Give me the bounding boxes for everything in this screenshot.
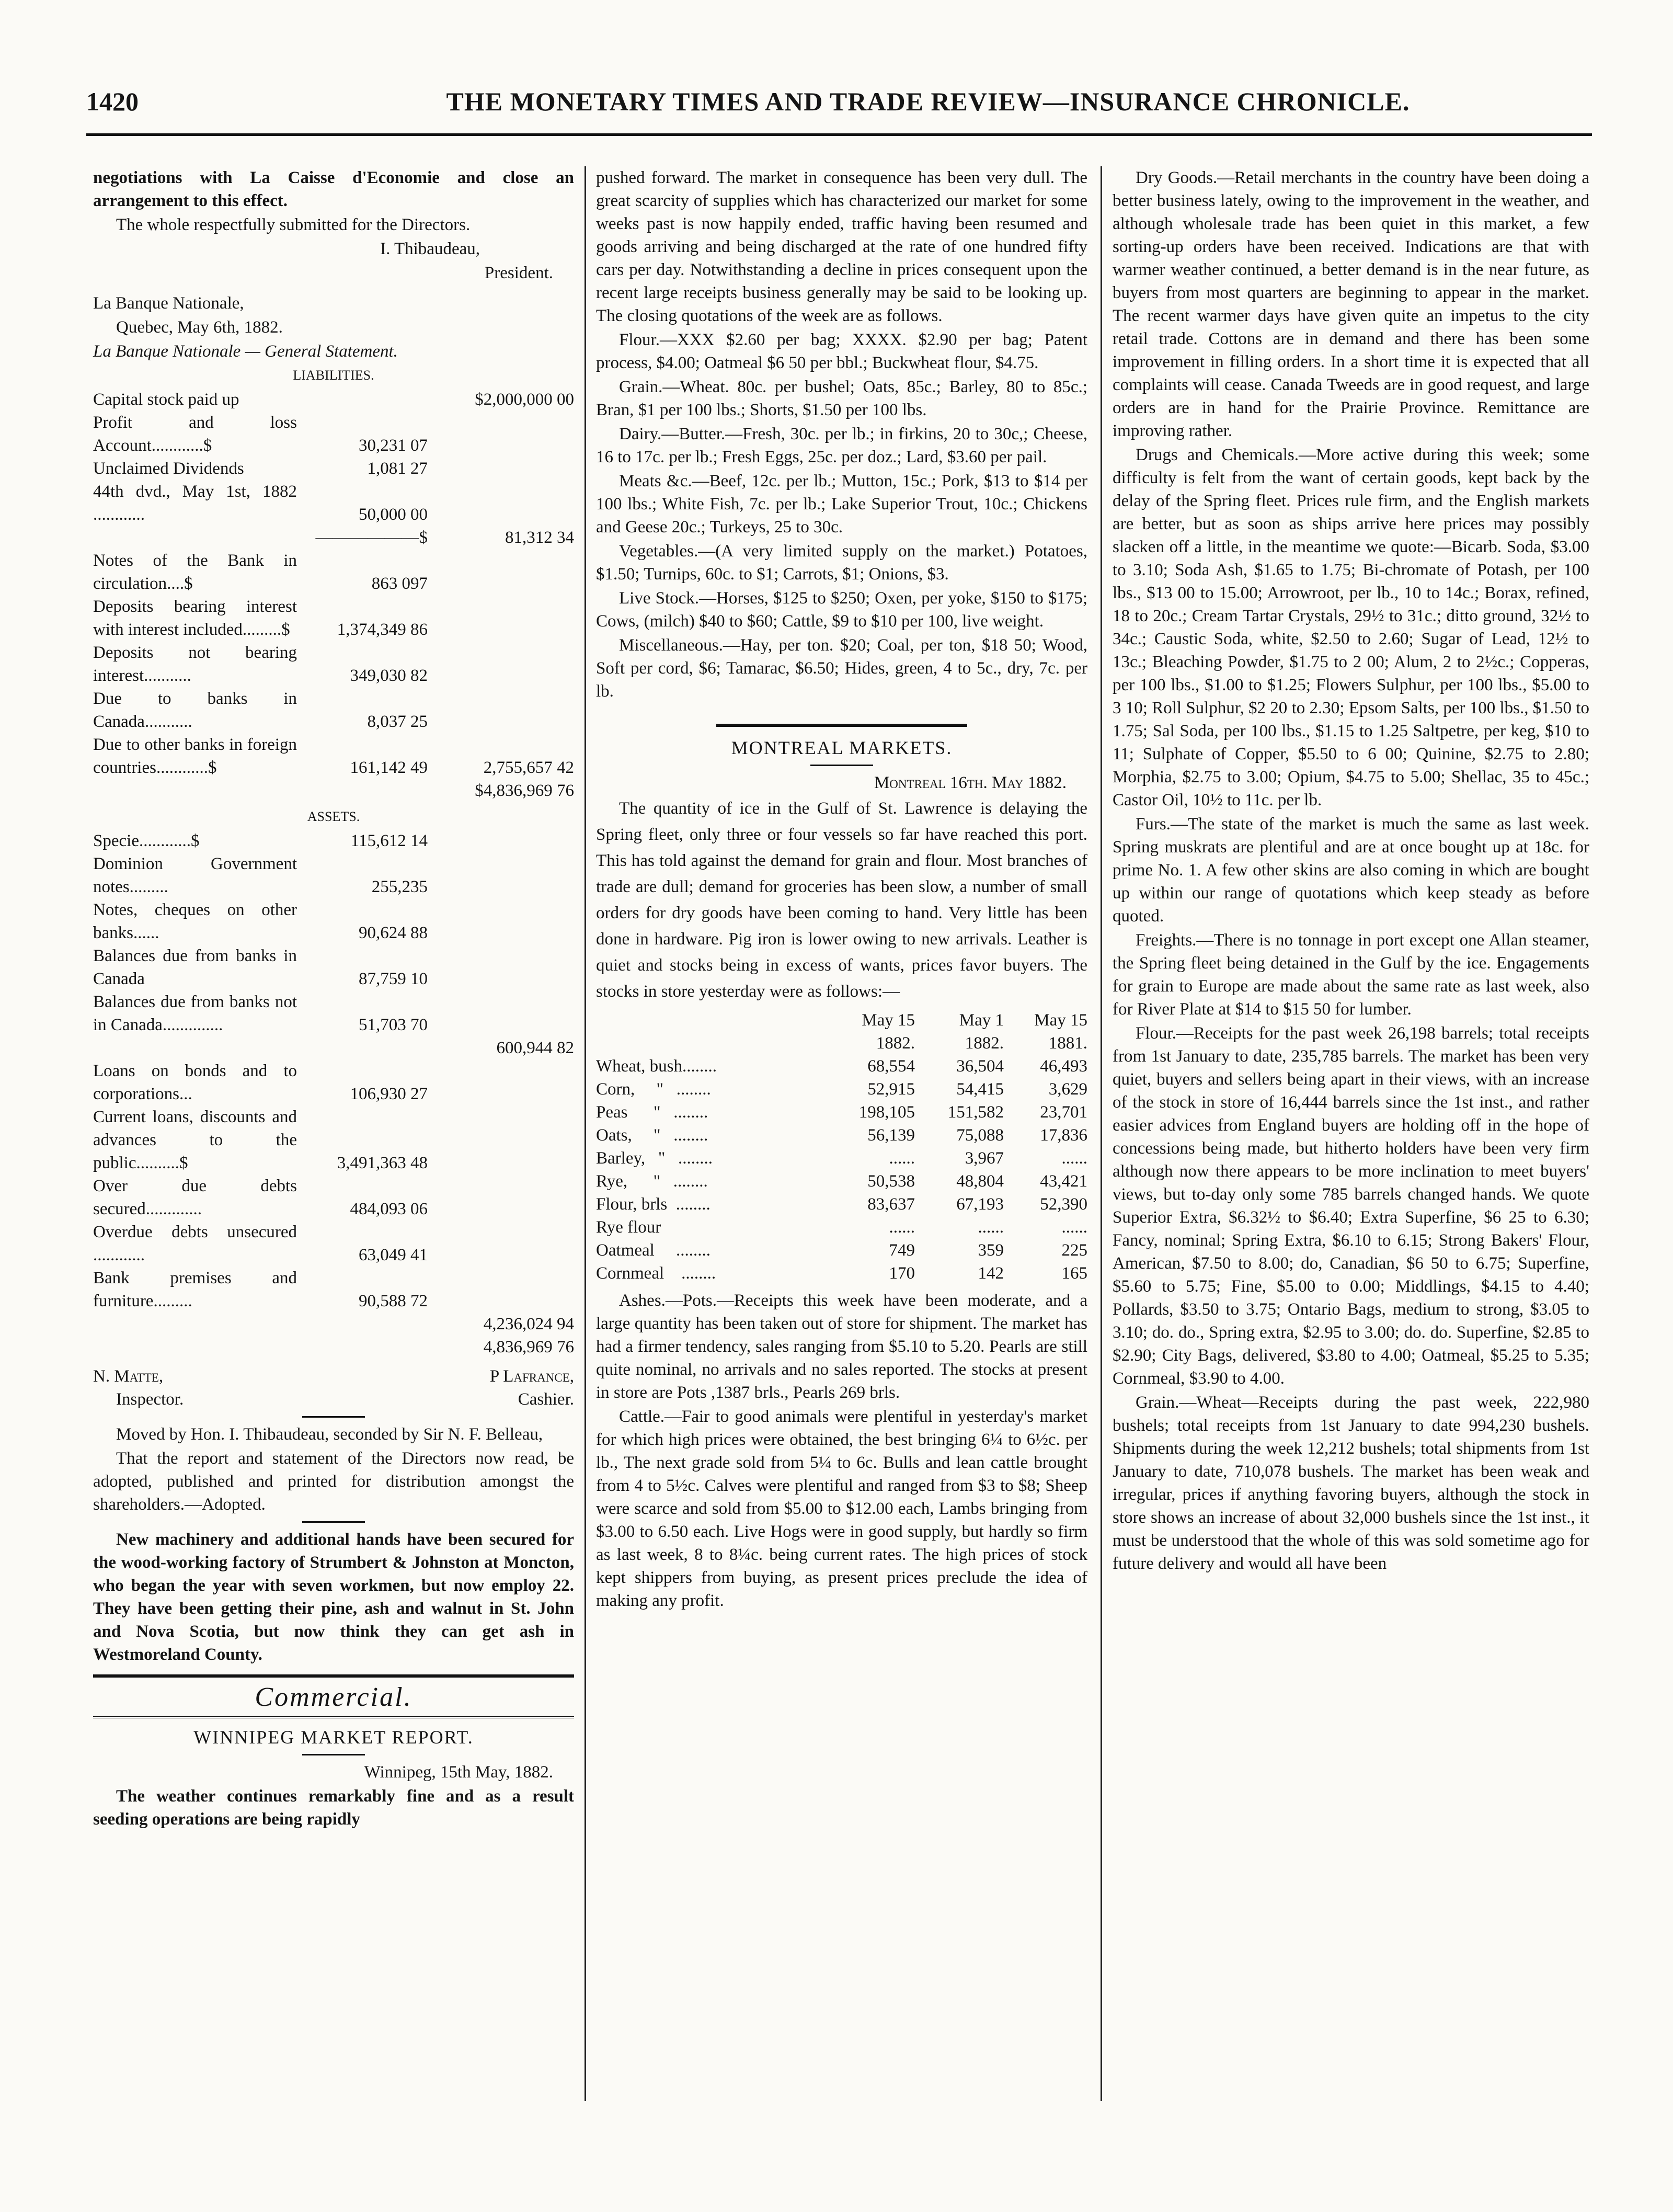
stocks-value: 3,967 bbox=[965, 1149, 1004, 1168]
flour-paragraph: Flour.—Receipts for the past week 26,198 barrels; total receipts from 1st January to date, 235,785 barrels. The market has been very quiet, buyers and sellers being apart in their views, with an increase of the stock in store of 16,444 barrels since the 1st inst., and rather easier advices from England buyers are holding off in the hope of concessions being made, but hitherto holders have been very firm although now there appears to be more inclination to meet buyers' views, but to-day only some 785 barrels changed hands. We quote Superior Extra, $6.32½ to $6.40; Extra Superfine, $6 25 to 6.30; Fancy, nominal; Spring Extra, $6.10 to 6.15; Strong Bakers' Flour, American, $7.50 to 8.00; do, Canadian, $6 50 to 6.75; Superfine, $5.60 to 5.75; Fine, $5.00 to 0.00; Middlings, $4.15 to 4.40; Pollards, $3.50 to 3.75; Ontario Bags, medium to strong, $3.05 to 3.10; do. do., Spring extra, $2.95 to 3.00; do. do. Superfine, $2.85 to $2.90; City Bags, delivered, $3.80 to 4.00; Oatmeal, $5.25 to 5.35; Cornmeal, $3.90 to 4.00. bbox=[1113, 1024, 1589, 1388]
resolution-paragraph: That the report and statement of the Directors now read, be adopted, published and printed for distribution amongst the shareholders.—Adopted. bbox=[93, 1449, 574, 1514]
assets-row bbox=[93, 1175, 574, 1221]
freights-paragraph: Freights.—There is no tonnage in port except one Allan steamer, the Spring fleet being detained in the Gulf by the ice. Engagements for grain to Europe are made about the same rate as last week, also for River Plate at $14 to $15 50 for lumber. bbox=[1113, 931, 1589, 1019]
moved-paragraph: Moved by Hon. I. Thibaudeau, seconded by Sir N. F. Belleau, bbox=[116, 1425, 543, 1444]
assets-total bbox=[428, 1221, 574, 1267]
assets-total: 4,836,969 76 bbox=[483, 1338, 574, 1356]
liabilities-amount: ——————$ bbox=[315, 528, 428, 547]
assets-label: Balances due from banks not in Canada.............. bbox=[93, 993, 297, 1034]
assets-amount: 106,930 27 bbox=[350, 1085, 428, 1103]
winnipeg-heading: WINNIPEG MARKET REPORT. bbox=[193, 1727, 474, 1748]
assets-label: Loans on bonds and to corporations... bbox=[93, 1062, 297, 1103]
stocks-value: ...... bbox=[978, 1218, 1004, 1237]
assets-row bbox=[93, 1036, 574, 1059]
column-divider-2 bbox=[1101, 166, 1102, 2101]
assets-amount bbox=[297, 1313, 428, 1336]
stocks-row bbox=[596, 1124, 1087, 1147]
assets-row bbox=[93, 1221, 574, 1267]
statement-title: La Banque Nationale — General Statement. bbox=[93, 342, 398, 361]
stocks-value: 3,629 bbox=[1048, 1080, 1087, 1099]
stocks-value: 142 bbox=[978, 1264, 1004, 1283]
stocks-value: 749 bbox=[889, 1241, 915, 1260]
stocks-value: 68,554 bbox=[867, 1057, 915, 1076]
assets-total: 600,944 82 bbox=[496, 1039, 574, 1057]
montreal-date: Montreal 16th. May 1882. bbox=[874, 773, 1067, 792]
winnipeg-date: Winnipeg, 15th May, 1882. bbox=[364, 1763, 553, 1782]
inspector-title: Inspector. bbox=[116, 1390, 184, 1409]
assets-heading: ASSETS. bbox=[307, 809, 360, 824]
section-rule bbox=[93, 1674, 574, 1678]
stocks-commodity: Rye flour bbox=[596, 1218, 661, 1237]
winnipeg-grain: Grain.—Wheat. 80c. per bushel; Oats, 85c.; Barley, 80 to 85c.; Bran, $1 per 100 lbs.; Shorts, $1.50 per 100 lbs. bbox=[596, 378, 1087, 419]
stocks-value: 67,193 bbox=[956, 1195, 1004, 1214]
liabilities-label: Notes of the Bank in circulation....$ bbox=[93, 551, 297, 593]
assets-amount bbox=[297, 1036, 428, 1059]
stocks-value: ...... bbox=[889, 1218, 915, 1237]
stocks-commodity: Cornmeal ........ bbox=[596, 1264, 716, 1283]
liabilities-total: 81,312 34 bbox=[505, 528, 574, 547]
liabilities-row bbox=[93, 595, 574, 641]
montreal-heading: MONTREAL MARKETS. bbox=[731, 737, 953, 758]
stocks-value: 75,088 bbox=[956, 1126, 1004, 1145]
assets-label: Specie............$ bbox=[93, 831, 200, 850]
liabilities-label: Profit and loss Account............$ bbox=[93, 413, 297, 455]
stocks-row bbox=[596, 1055, 1087, 1078]
liabilities-amount: 50,000 00 bbox=[359, 505, 428, 524]
stocks-table bbox=[596, 1009, 1087, 1285]
liabilities-label bbox=[93, 779, 297, 802]
liabilities-total bbox=[428, 595, 574, 641]
assets-total bbox=[428, 1175, 574, 1221]
stocks-column-year: 1882. bbox=[876, 1034, 915, 1053]
grain-paragraph: Grain.—Wheat—Receipts during the past week, 222,980 bushels; total receipts from 1st January to date 994,230 bushels. Shipments during the week 12,212 bushels; total shipments from 1st January to date, 710,078 bushels. The market has been weak and irregular, prices if anything favoring buyers, although the stock in store shows an increase of about 32,000 bushels since the 1st inst., it must be understood that the whole of this was sold sometime ago for future delivery and would all have been bbox=[1113, 1393, 1589, 1573]
ashes-paragraph: Ashes.—Pots.—Receipts this week have been moderate, and a large quantity has been taken out of store for shipment. The market has had a firmer tendency, sales ranging from $5.10 to 5.20. Pearls are still quite nominal, no arrivals and no sales reported. The stocks at present in store are Pots ,1387 brls., Pearls 269 brls. bbox=[596, 1291, 1087, 1402]
liabilities-amount: 349,030 82 bbox=[350, 666, 428, 685]
liabilities-row bbox=[93, 526, 574, 549]
assets-amount: 63,049 41 bbox=[359, 1246, 428, 1264]
stocks-row bbox=[596, 1078, 1087, 1101]
cattle-paragraph: Cattle.—Fair to good animals were plentiful in yesterday's market for which high prices were obtained, the best bringing 6¼ to 6½c. per lb., The next grade sold from 5¼ to 6c. Bulls and lean cattle brought from 4 to 5½c. Calves were plentiful and ranged from $3 to $8; Sheep were scarce and sold from $5.00 to $12.00 each, Lambs bringing from $3.00 to 6.50 each. Live Hogs were in good supply, but hardly so firm as last week, 8 to 8¼c. being current rates. The high prices of stock kept shippers from buying, as present prices preclude the idea of making any profit. bbox=[596, 1407, 1087, 1610]
stocks-value: 225 bbox=[1061, 1241, 1087, 1260]
winnipeg-flour: Flour.—XXX $2.60 per bag; XXXX. $2.90 per bag; Patent process, $4.00; Oatmeal $6 50 per bbl.; Buckwheat flour, $4.75. bbox=[596, 330, 1087, 372]
stocks-value: 43,421 bbox=[1040, 1172, 1087, 1191]
liabilities-row bbox=[93, 687, 574, 733]
signer-title: President. bbox=[484, 264, 553, 282]
assets-row bbox=[93, 1313, 574, 1336]
stocks-row bbox=[596, 1101, 1087, 1124]
dry-goods-paragraph: Dry Goods.—Retail merchants in the country have been doing a better business lately, owing to the improvement in the weather, and although wholesale trade has been quiet in this market, a few sorting-up orders have been received. Indications are that with warmer weather continued, a better demand is in the near future, as buyers from most quarters are beginning to appear in the market. The recent warmer days have given quite an impetus to the city retail trade. Cottons are in demand and there has been some improvement in filling orders. In a short time it is expected that all complaints will cease. Canada Tweeds are in good request, and large orders are in hand for the Prairie Province. Remittance are improving rather. bbox=[1113, 168, 1589, 440]
assets-row bbox=[93, 1267, 574, 1313]
stocks-column-header bbox=[596, 1009, 826, 1032]
assets-amount: 90,588 72 bbox=[359, 1292, 428, 1310]
stocks-value: 198,105 bbox=[858, 1103, 915, 1122]
liabilities-total: $4,836,969 76 bbox=[475, 781, 574, 800]
assets-label: Notes, cheques on other banks...... bbox=[93, 900, 297, 942]
stocks-commodity: Flour, brls ........ bbox=[596, 1195, 711, 1214]
assets-total bbox=[428, 829, 574, 852]
liabilities-total bbox=[428, 480, 574, 526]
stocks-value: 56,139 bbox=[867, 1126, 915, 1145]
stocks-value: ...... bbox=[1061, 1149, 1087, 1168]
short-rule-4 bbox=[810, 765, 873, 766]
liabilities-label: Due to banks in Canada........... bbox=[93, 689, 297, 731]
assets-label: Overdue debts unsecured ............ bbox=[93, 1223, 297, 1264]
winnipeg-dairy: Dairy.—Butter.—Fresh, 30c. per lb.; in firkins, 20 to 30c,; Cheese, 16 to 17c. per lb.; Fresh Eggs, 25c. per doz.; Lard, $3.60 per pail. bbox=[596, 425, 1087, 466]
submission-paragraph: The whole respectfully submitted for the Directors. bbox=[116, 215, 471, 234]
winnipeg-continued: pushed forward. The market in consequence has been very dull. The great scarcity of supplies which has characterized our market for some weeks past is now happily ended, traffic having been resumed and goods arriving and being discharged at the rate of one hundred fifty cars per day. Notwithstanding a decline in prices consequent upon the recent large receipts business generally may be said to be looking up. The closing quotations of the week are as follows. bbox=[596, 168, 1087, 325]
signatures bbox=[93, 1365, 574, 1411]
assets-amount: 90,624 88 bbox=[359, 923, 428, 942]
liabilities-label: Capital stock paid up bbox=[93, 390, 239, 409]
liabilities-row bbox=[93, 388, 574, 411]
stocks-value: 48,804 bbox=[956, 1172, 1004, 1191]
liabilities-total bbox=[428, 549, 574, 595]
assets-row bbox=[93, 829, 574, 852]
liabilities-row bbox=[93, 779, 574, 802]
stocks-column-year: 1881. bbox=[1048, 1034, 1087, 1053]
assets-label bbox=[93, 1313, 297, 1336]
stocks-row bbox=[596, 1170, 1087, 1193]
liabilities-amount: 8,037 25 bbox=[367, 712, 428, 731]
stocks-row bbox=[596, 1262, 1087, 1285]
column-divider-1 bbox=[585, 166, 586, 2101]
assets-row bbox=[93, 1059, 574, 1105]
stocks-row bbox=[596, 1216, 1087, 1239]
assets-total bbox=[428, 898, 574, 944]
furs-paragraph: Furs.—The state of the market is much the same as last week. Spring muskrats are plentiful and are at once bought up at 18c. for prime No. 1. A few other skins are also coming in which are bought up within our range of quotations which keep steady as before quoted. bbox=[1113, 815, 1589, 926]
assets-amount: 87,759 10 bbox=[359, 970, 428, 988]
short-rule-3 bbox=[302, 1754, 365, 1755]
stocks-commodity: Oatmeal ........ bbox=[596, 1241, 711, 1260]
commercial-rule bbox=[93, 1716, 574, 1718]
short-rule bbox=[302, 1416, 365, 1418]
assets-row bbox=[93, 944, 574, 990]
liabilities-total: 2,755,657 42 bbox=[483, 758, 574, 777]
intro-paragraph: negotiations with La Caisse d'Economie and close an arrangement to this effect. bbox=[93, 168, 574, 210]
assets-label bbox=[93, 1336, 297, 1359]
assets-label: Over due debts secured............. bbox=[93, 1177, 297, 1218]
drugs-paragraph: Drugs and Chemicals.—More active during this week; some difficulty is felt from the want of certain goods, kept back by the delay of the Spring fleet. Prices rule firm, and the English markets are better, but as soon as ships arrive here prices may possibly slacken off a little, in the meantime we quote:—Bicarb. Soda, $3.00 to 3.10; Soda Ash, $1.65 to 1.75; Bi-chromate of Potash, per 100 lbs., $13 00 to 15.00; Arrowroot, per lb., 10 to 14c.; Borax, refined, 18 to 20c.; Cream Tartar Crystals, 29½ to 31c.; ditto ground, 32½ to 34c.; Caustic Soda, white, $2.50 to 2.60; Sugar of Lead, 12½ to 13c.; Bleaching Powder, $1.75 to 2 00; Alum, 2 to 2½c.; Copperas, per 100 lbs., $1.00 to $1.25; Flowers Sulphur, per 100 lbs., $5.00 to 3 10; Roll Sulphur, $2 20 to 2.30; Epsom Salts, per 100 lbs., $1.50 to 1.75; Sal Soda, per 100 lbs., $1.15 to 1.25 Saltpetre, per keg, $10 to 11; Sulphate of Copper, $5.50 to 6 00; Quinine, $2.75 to 2.80; Morphia, $2.75 to 3.00; Opium, $4.75 to 5.00; Shellac, 35 to 45c.; Castor Oil, 10½ to 11c. per lb. bbox=[1113, 446, 1589, 809]
winnipeg-meats: Meats &c.—Beef, 12c. per lb.; Mutton, 15c.; Pork, $13 to $14 per 100 lbs.; White Fish, 7c. per lb.; Lake Superior Trout, 10c.; Chickens and Geese 20c.; Turkeys, 25 to 30c. bbox=[596, 472, 1087, 537]
winnipeg-vegetables: Vegetables.—(A very limited supply on the market.) Potatoes, $1.50; Turnips, 60c. to $1; Carrots, $1; Onions, $3. bbox=[596, 542, 1087, 584]
liabilities-label: Unclaimed Dividends bbox=[93, 459, 244, 478]
liabilities-total bbox=[428, 687, 574, 733]
assets-row bbox=[93, 990, 574, 1036]
stocks-value: 54,415 bbox=[956, 1080, 1004, 1099]
section-rule-2 bbox=[716, 724, 967, 727]
assets-label: Bank premises and furniture......... bbox=[93, 1269, 297, 1310]
assets-label bbox=[93, 1036, 297, 1059]
assets-amount: 3,491,363 48 bbox=[337, 1154, 428, 1172]
assets-total bbox=[428, 1105, 574, 1175]
stocks-column-year bbox=[596, 1032, 826, 1055]
running-title: THE MONETARY TIMES AND TRADE REVIEW—INSURANCE CHRONICLE. bbox=[446, 87, 1410, 116]
stocks-column-header: May 15 bbox=[862, 1011, 915, 1030]
stocks-value: 83,637 bbox=[867, 1195, 915, 1214]
cashier-name: P Lafrance, bbox=[489, 1367, 574, 1386]
commercial-heading: Commercial. bbox=[255, 1682, 412, 1712]
liabilities-label: 44th dvd., May 1st, 1882 ............ bbox=[93, 482, 297, 524]
assets-row bbox=[93, 1336, 574, 1359]
liabilities-total bbox=[428, 641, 574, 687]
stocks-column-header: May 15 bbox=[1034, 1011, 1087, 1030]
liabilities-table bbox=[93, 388, 574, 802]
stocks-value: 50,538 bbox=[867, 1172, 915, 1191]
stocks-commodity: Rye, " ........ bbox=[596, 1172, 708, 1191]
signer-name: I. Thibaudeau, bbox=[380, 240, 480, 258]
assets-amount: 484,093 06 bbox=[350, 1200, 428, 1218]
liabilities-amount: 1,374,349 86 bbox=[337, 620, 428, 639]
assets-row bbox=[93, 852, 574, 898]
liabilities-row bbox=[93, 549, 574, 595]
liabilities-heading: LIABILITIES. bbox=[293, 368, 374, 383]
liabilities-label: Deposits bearing interest with interest included.........$ bbox=[93, 597, 297, 639]
assets-total bbox=[428, 852, 574, 898]
assets-amount: 115,612 14 bbox=[350, 831, 428, 850]
stocks-value: 151,582 bbox=[947, 1103, 1004, 1122]
winnipeg-paragraph: The weather continues remarkably fine and as a result seeding operations are being rapidly bbox=[93, 1787, 574, 1829]
liabilities-amount: 863 097 bbox=[371, 574, 428, 593]
stocks-value: 17,836 bbox=[1040, 1126, 1087, 1145]
liabilities-row bbox=[93, 641, 574, 687]
liabilities-total bbox=[428, 457, 574, 480]
assets-total bbox=[428, 944, 574, 990]
assets-table bbox=[93, 829, 574, 1359]
liabilities-label: Deposits not bearing interest........... bbox=[93, 643, 297, 685]
liabilities-row bbox=[93, 480, 574, 526]
stocks-row bbox=[596, 1193, 1087, 1216]
assets-label: Balances due from banks in Canada bbox=[93, 947, 297, 988]
assets-row bbox=[93, 1105, 574, 1175]
assets-total bbox=[428, 1267, 574, 1313]
assets-amount: 255,235 bbox=[371, 877, 428, 896]
stocks-value: 165 bbox=[1061, 1264, 1087, 1283]
liabilities-amount: 30,231 07 bbox=[359, 436, 428, 455]
bank-place-date: Quebec, May 6th, 1882. bbox=[116, 318, 283, 337]
header-rule bbox=[86, 133, 1592, 136]
news-paragraph: New machinery and additional hands have been secured for the wood-working factory of Strumbert & Johnston at Moncton, who began the year with seven workmen, but now employ 22. They have been getting their pine, ash and walnut in St. John and Nova Scotia, but now think they can get ash in Westmoreland County. bbox=[93, 1530, 574, 1664]
liabilities-amount bbox=[297, 388, 428, 411]
stocks-value: 23,701 bbox=[1040, 1103, 1087, 1122]
stocks-value: ...... bbox=[889, 1149, 915, 1168]
stocks-value: ...... bbox=[1061, 1218, 1087, 1237]
assets-total bbox=[428, 1059, 574, 1105]
liabilities-amount: 161,142 49 bbox=[350, 758, 428, 777]
winnipeg-misc: Miscellaneous.—Hay, per ton. $20; Coal, per ton, $18 50; Wood, Soft per cord, $6; Tamarac, $6.50; Hides, green, 4 to 5c., dry, 7c. per lb. bbox=[596, 636, 1087, 701]
assets-amount bbox=[297, 1336, 428, 1359]
bank-name: La Banque Nationale, bbox=[93, 294, 244, 313]
stocks-value: 359 bbox=[978, 1241, 1004, 1260]
stocks-value: 52,915 bbox=[867, 1080, 915, 1099]
stocks-commodity: Peas " ........ bbox=[596, 1103, 708, 1122]
assets-label: Current loans, discounts and advances to the public..........$ bbox=[93, 1108, 297, 1172]
liabilities-label bbox=[93, 526, 297, 549]
stocks-column-year: 1882. bbox=[965, 1034, 1004, 1053]
assets-amount: 51,703 70 bbox=[359, 1016, 428, 1034]
assets-row bbox=[93, 898, 574, 944]
assets-label: Dominion Government notes......... bbox=[93, 854, 297, 896]
liabilities-row bbox=[93, 733, 574, 779]
stocks-value: 46,493 bbox=[1040, 1057, 1087, 1076]
stocks-value: 36,504 bbox=[956, 1057, 1004, 1076]
stocks-commodity: Oats, " ........ bbox=[596, 1126, 708, 1145]
liabilities-row bbox=[93, 457, 574, 480]
stocks-column-header: May 1 bbox=[959, 1011, 1004, 1030]
stocks-value: 170 bbox=[889, 1264, 915, 1283]
page-number: 1420 bbox=[86, 87, 139, 116]
cashier-title: Cashier. bbox=[518, 1390, 574, 1409]
short-rule-2 bbox=[302, 1521, 365, 1523]
stocks-row bbox=[596, 1147, 1087, 1170]
liabilities-total: $2,000,000 00 bbox=[475, 390, 574, 409]
column-2 bbox=[596, 166, 1087, 1613]
stocks-commodity: Barley, " ........ bbox=[596, 1149, 713, 1168]
liabilities-amount: 1,081 27 bbox=[367, 459, 428, 478]
inspector-name: N. Matte, bbox=[93, 1367, 164, 1386]
stocks-commodity: Wheat, bush........ bbox=[596, 1057, 717, 1076]
stocks-row bbox=[596, 1239, 1087, 1262]
page-header bbox=[86, 86, 1592, 128]
assets-total bbox=[428, 990, 574, 1036]
montreal-intro: The quantity of ice in the Gulf of St. Lawrence is delaying the Spring fleet, only three or four vessels so far have reached this port. This has told against the demand for grain and flour. Most branches of trade are dull; demand for groceries has been slow, a number of small orders for dry goods have been coming to hand. Very little has been done in hardware. Pig iron is lower owing to new arrivals. Leather is quiet and stocks being in excess of wants, prices favor buyers. The stocks in store yesterday were as follows:— bbox=[596, 799, 1087, 1001]
liabilities-row bbox=[93, 411, 574, 457]
winnipeg-livestock: Live Stock.—Horses, $125 to $250; Oxen, per yoke, $150 to $175; Cows, (milch) $40 to $60; Cattle, $9 to $10 per 100, live weight. bbox=[596, 589, 1087, 631]
column-3 bbox=[1113, 166, 1589, 1576]
liabilities-label: Due to other banks in foreign countries............$ bbox=[93, 735, 297, 777]
column-1 bbox=[93, 166, 574, 1832]
assets-total: 4,236,024 94 bbox=[483, 1315, 574, 1333]
stocks-value: 52,390 bbox=[1040, 1195, 1087, 1214]
stocks-commodity: Corn, " ........ bbox=[596, 1080, 711, 1099]
liabilities-total bbox=[428, 411, 574, 457]
liabilities-amount bbox=[297, 779, 428, 802]
